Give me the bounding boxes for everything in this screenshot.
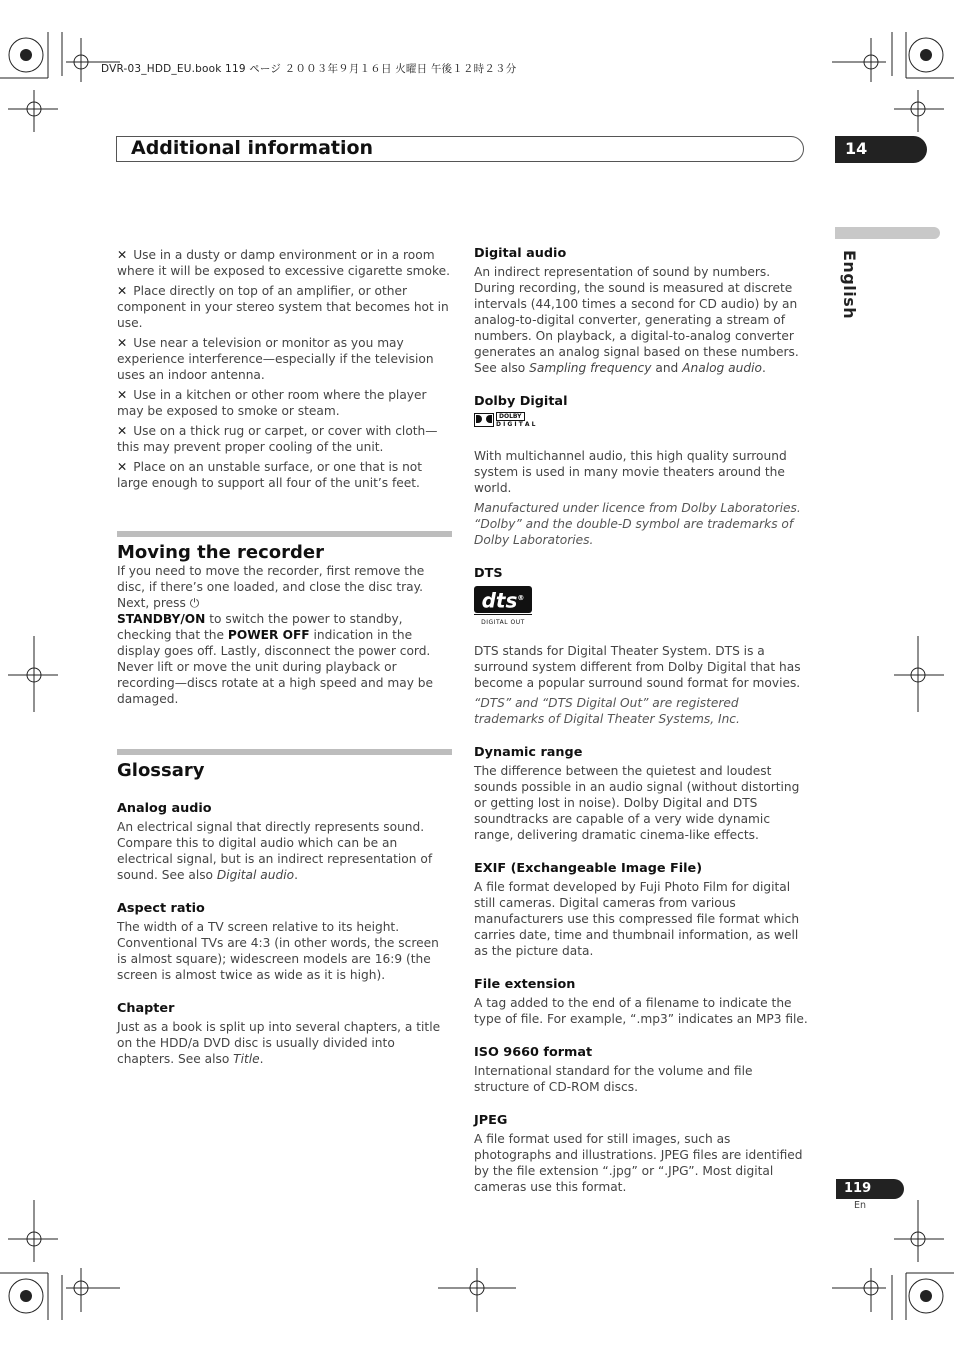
glossary-entry-analog-audio xyxy=(117,801,452,883)
caution-item: ✕ Place on an unstable surface, or one that is not large enough to support all four of the unit’s feet. xyxy=(117,460,423,490)
definition: A tag added to the end of a filename to indicate the type of file. For example, “.mp3” indicates an MP3 file. xyxy=(474,995,808,1026)
glossary-entry-jpeg xyxy=(474,1113,809,1195)
definition: A file format developed by Fuji Photo Film for digital still cameras. Digital cameras from various manufacturers use this compressed file format which carries date, time and thumbnail information, as well as the picture data. xyxy=(474,879,800,958)
term: Chapter xyxy=(117,1001,175,1016)
x-icon: ✕ xyxy=(117,460,128,474)
page-number: 119 xyxy=(836,1179,904,1199)
glossary-title: Glossary xyxy=(117,760,205,781)
term: EXIF (Exchangeable Image File) xyxy=(474,860,703,876)
power-icon: ⏻ xyxy=(189,596,200,610)
glossary-entry-chapter xyxy=(117,1001,452,1067)
caution-item: ✕ Place directly on top of an amplifier, or other component in your stereo system that becomes hot in use. xyxy=(117,284,449,330)
definition: DTS stands for Digital Theater System. DTS is a surround system different from Dolby Digital that has become a popular surround sound format for movies. xyxy=(474,643,801,690)
left-column xyxy=(117,247,452,1085)
term: Dynamic range xyxy=(474,744,583,760)
x-icon: ✕ xyxy=(117,248,128,262)
dts-digital-out-logo: dts® DIGITAL OUT xyxy=(474,586,532,631)
moving-section-body: If you need to move the recorder, first remove the disc, if there’s one loaded, and close the disc tray. Next, press ⏻ STANDBY/ON to switch the power to standby, checking that the POWER OFF indication in the display goes off. Lastly, disconnect the power cord. Never lift or move the unit during playback or recording—discs rotate at a high speed and may be damaged. xyxy=(117,564,434,706)
term: Dolby Digital xyxy=(474,394,568,409)
glossary-entry-iso9660 xyxy=(474,1045,809,1095)
chapter-title: Additional information xyxy=(131,137,374,159)
term: Aspect ratio xyxy=(117,901,205,916)
definition: Just as a book is split up into several chapters, a title on the HDD/a DVD disc is usually divided into chapters. See also Title. xyxy=(117,1020,441,1066)
glossary-entry-dolby-digital xyxy=(474,394,809,548)
language-tab-label: English xyxy=(840,250,859,320)
glossary-entry-file-extension xyxy=(474,977,809,1027)
term: JPEG xyxy=(474,1112,508,1128)
x-icon: ✕ xyxy=(117,388,128,402)
page-language-code: En xyxy=(854,1200,867,1211)
term: File extension xyxy=(474,976,576,992)
section-rule xyxy=(117,749,452,755)
caution-item: ✕ Use in a dusty or damp environment or in a room where it will be exposed to excessive cigarette smoke. xyxy=(117,248,450,278)
x-icon: ✕ xyxy=(117,284,128,298)
print-info: DVR-03_HDD_EU.book 119 ページ ２００３年９月１６日 火曜日 午後１２時２３分 xyxy=(101,63,517,75)
term: Digital audio xyxy=(474,246,567,261)
right-column xyxy=(474,246,809,1213)
trademark-note: “DTS” and “DTS Digital Out” are registered trademarks of Digital Theater Systems, Inc. xyxy=(474,695,740,726)
term: Analog audio xyxy=(117,801,212,816)
definition: An indirect representation of sound by numbers. During recording, the sound is measured at discrete intervals (44,100 times a second for CD audio) by an analog-to-digital converter, generating a stream of numbers. On playback, a digital-to-analog converter generates an analog signal based on these numbers. See also Sampling frequency and Analog audio. xyxy=(474,265,799,375)
definition: The width of a TV screen relative to its height. Conventional TVs are 4:3 (in other words, the screen is almost square); widescreen models are 16:9 (the screen is almost twice as wide as it is high). xyxy=(117,920,439,982)
moving-section-title: Moving the recorder xyxy=(117,542,325,563)
glossary-entry-exif xyxy=(474,861,809,959)
caution-item: ✕ Use in a kitchen or other room where the player may be exposed to smoke or steam. xyxy=(117,388,427,418)
definition: International standard for the volume and file structure of CD-ROM discs. xyxy=(474,1063,753,1094)
caution-item: ✕ Use on a thick rug or carpet, or cover with cloth—this may prevent proper cooling of the unit. xyxy=(117,424,438,454)
glossary-entry-aspect-ratio xyxy=(117,901,452,983)
trademark-note: Manufactured under licence from Dolby Laboratories. “Dolby” and the double-D symbol are trademarks of Dolby Laboratories. xyxy=(474,501,801,547)
term: ISO 9660 format xyxy=(474,1044,593,1060)
section-rule xyxy=(117,531,452,537)
x-icon: ✕ xyxy=(117,424,128,438)
glossary-entry-dynamic-range xyxy=(474,745,809,843)
caution-item: ✕ Use near a television or monitor as you may experience interference—especially if the television uses an indoor antenna. xyxy=(117,336,434,382)
definition: An electrical signal that directly represents sound. Compare this to digital audio which can be an electrical signal, but is an indirect representation of sound. See also Digital audio. xyxy=(117,820,433,882)
term: DTS xyxy=(474,566,503,581)
glossary-entry-dts xyxy=(474,566,809,727)
definition: The difference between the quietest and loudest sounds possible in an audio signal (without distorting or getting lost in noise). Dolby Digital and DTS soundtracks are capable of a very wide dynamic range, delivering dramatic cinema-like effects. xyxy=(474,763,800,842)
definition: A file format used for still images, such as photographs and illustrations. JPEG files are identified by the file extension “.jpg” or “.JPG”. Most digital cameras use this format. xyxy=(474,1131,803,1194)
chapter-number: 14 xyxy=(835,136,927,163)
definition: With multichannel audio, this high quality surround system is used in many movie theaters around the world. xyxy=(474,449,787,495)
caution-list xyxy=(117,247,452,491)
dolby-digital-logo: DOLBY D I G I T A L xyxy=(474,412,809,428)
x-icon: ✕ xyxy=(117,336,128,350)
double-d-icon xyxy=(474,413,494,427)
language-tab-bar xyxy=(835,227,940,239)
glossary-entry-digital-audio xyxy=(474,246,809,376)
